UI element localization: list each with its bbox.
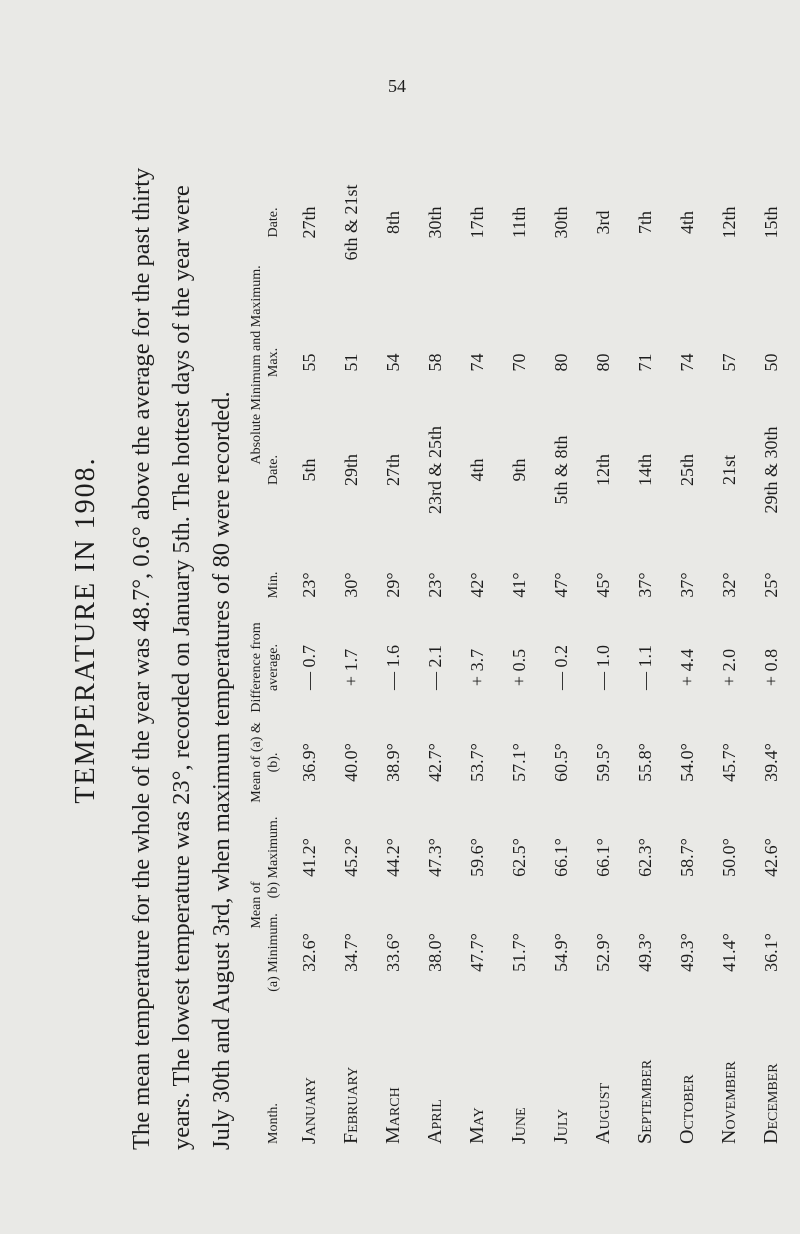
mean-maximum-cell: 45.2° [340, 838, 361, 877]
mean-minimum-cell: 32.6° [298, 933, 319, 972]
paragraph-line: years. The lowest temperature was 23°, recorded on January 5th. The hottest days of the year were [168, 185, 195, 1150]
difference-cell: — 1.1 [634, 644, 655, 690]
mean-minimum-cell: 51.7° [508, 933, 529, 972]
table-row [540, 110, 582, 1150]
absolute-max-cell: 50 [760, 353, 781, 372]
max-date-cell: 15th [760, 206, 781, 239]
page-title: TEMPERATURE IN 1908. [70, 456, 101, 804]
mean-minimum-cell: 38.0° [424, 933, 445, 972]
max-date-cell: 7th [634, 210, 655, 234]
min-date-header: Date. [266, 455, 281, 485]
mean-maximum-cell: 59.6° [466, 838, 487, 877]
difference-header: Difference from average. [249, 622, 281, 713]
abs-min-header: Min. [266, 571, 281, 599]
table-row [456, 110, 498, 1150]
month-cell: October [675, 1074, 698, 1144]
table-body [288, 110, 792, 1150]
mean-maximum-cell: 44.2° [382, 838, 403, 877]
absolute-max-cell: 80 [592, 353, 613, 372]
max-date-cell: 4th [676, 210, 697, 234]
absolute-header: Absolute Minimum and Maximum. [249, 265, 264, 465]
month-cell: March [381, 1087, 404, 1144]
min-date-cell: 21st [718, 454, 739, 485]
absolute-min-cell: 45° [592, 572, 613, 598]
mean-maximum-cell: 62.5° [508, 838, 529, 877]
mean-maximum-cell: 58.7° [676, 838, 697, 877]
max-date-cell: 17th [466, 206, 487, 239]
mean-ab-cell: 54.0° [676, 743, 697, 782]
max-date-cell: 8th [382, 210, 403, 234]
mean-maximum-cell: 41.2° [298, 838, 319, 877]
month-cell: August [591, 1082, 614, 1144]
mean-ab-cell: 39.4° [760, 743, 781, 782]
mean-maximum-cell: 50.0° [718, 838, 739, 877]
difference-cell: — 1.6 [382, 644, 403, 690]
table-row [288, 110, 330, 1150]
max-date-cell: 6th & 21st [340, 184, 361, 261]
mean-ab-cell: 42.7° [424, 743, 445, 782]
min-date-cell: 4th [466, 458, 487, 482]
page-number: 54 [388, 76, 406, 96]
mean-ab-cell: 59.5° [592, 743, 613, 782]
difference-cell: — 1.0 [592, 644, 613, 690]
min-date-cell: 29th & 30th [760, 426, 781, 514]
table-row [708, 110, 750, 1150]
table-row [498, 110, 540, 1150]
absolute-min-cell: 37° [634, 572, 655, 598]
mean-ab-cell: 57.1° [508, 743, 529, 782]
absolute-max-cell: 71 [634, 353, 655, 372]
max-date-header: Date. [266, 207, 281, 238]
mean-ab-cell: 45.7° [718, 743, 739, 782]
table-row [750, 110, 792, 1150]
absolute-min-cell: 25° [760, 572, 781, 598]
table-row [372, 110, 414, 1150]
maximum-b-header: (b) Maximum. [266, 816, 281, 899]
mean-minimum-cell: 49.3° [676, 933, 697, 972]
mean-minimum-cell: 52.9° [592, 933, 613, 972]
table-row [666, 110, 708, 1150]
mean-maximum-cell: 47.3° [424, 838, 445, 877]
month-cell: May [465, 1107, 488, 1144]
absolute-min-cell: 29° [382, 572, 403, 598]
minimum-a-header: (a) Minimum. [266, 913, 281, 992]
mean-minimum-cell: 34.7° [340, 933, 361, 972]
min-date-cell: 14th [634, 453, 655, 486]
absolute-max-cell: 58 [424, 353, 445, 372]
mean-minimum-cell: 54.9° [550, 933, 571, 972]
month-cell: April [423, 1099, 446, 1144]
mean-ab-cell: 53.7° [466, 743, 487, 782]
difference-cell: — 0.7 [298, 644, 319, 690]
max-date-cell: 11th [508, 206, 529, 239]
month-cell: November [717, 1061, 740, 1144]
absolute-max-cell: 55 [298, 353, 319, 372]
month-header: Month. [266, 1103, 281, 1144]
difference-cell: — 0.2 [550, 644, 571, 690]
month-cell: December [759, 1063, 782, 1144]
absolute-max-cell: 80 [550, 353, 571, 372]
mean-minimum-cell: 49.3° [634, 933, 655, 972]
mean-ab-cell: 38.9° [382, 743, 403, 782]
max-date-cell: 30th [550, 206, 571, 239]
absolute-max-cell: 54 [382, 353, 403, 372]
max-date-cell: 3rd [592, 210, 613, 235]
mean-maximum-cell: 66.1° [592, 838, 613, 877]
min-date-cell: 23rd & 25th [424, 425, 445, 514]
absolute-min-cell: 30° [340, 572, 361, 598]
mean-ab-cell: 60.5° [550, 743, 571, 782]
absolute-max-cell: 74 [466, 353, 487, 372]
mean-of-header: Mean of [249, 881, 264, 929]
month-cell: July [549, 1108, 572, 1144]
min-date-cell: 29th [340, 453, 361, 486]
min-date-cell: 5th [298, 458, 319, 482]
table-row [582, 110, 624, 1150]
table-row [330, 110, 372, 1150]
mean-ab-cell: 40.0° [340, 743, 361, 782]
max-date-cell: 30th [424, 206, 445, 239]
absolute-min-cell: 42° [466, 572, 487, 598]
difference-cell: + 4.4 [676, 648, 697, 687]
absolute-min-cell: 23° [298, 572, 319, 598]
absolute-min-cell: 23° [424, 572, 445, 598]
mean-maximum-cell: 66.1° [550, 838, 571, 877]
mean-ab-cell: 55.8° [634, 743, 655, 782]
mean-minimum-cell: 33.6° [382, 933, 403, 972]
mean-minimum-cell: 47.7° [466, 933, 487, 972]
temperature-table [248, 110, 792, 1150]
rotated-content [70, 110, 782, 1150]
absolute-max-cell: 57 [718, 353, 739, 372]
difference-cell: + 3.7 [466, 648, 487, 687]
paragraph-line: July 30th and August 3rd, when maximum temperatures of 80 were recorded. [208, 391, 235, 1150]
intro-paragraph [122, 110, 242, 1150]
month-cell: January [297, 1077, 320, 1144]
difference-cell: + 2.0 [718, 648, 739, 687]
difference-cell: + 0.5 [508, 648, 529, 687]
min-date-cell: 25th [676, 453, 697, 486]
min-date-cell: 5th & 8th [550, 435, 571, 505]
month-cell: September [633, 1059, 656, 1144]
mean-minimum-cell: 36.1° [760, 933, 781, 972]
min-date-cell: 9th [508, 458, 529, 482]
mean-minimum-cell: 41.4° [718, 933, 739, 972]
difference-cell: + 1.7 [340, 648, 361, 687]
max-date-cell: 27th [298, 206, 319, 239]
absolute-min-cell: 47° [550, 572, 571, 598]
mean-ab-cell: 36.9° [298, 743, 319, 782]
mean-ab-header: Mean of (a) & (b). [249, 722, 281, 803]
absolute-max-cell: 74 [676, 353, 697, 372]
mean-maximum-cell: 62.3° [634, 838, 655, 877]
absolute-min-cell: 37° [676, 572, 697, 598]
table-row [624, 110, 666, 1150]
max-date-cell: 12th [718, 206, 739, 239]
absolute-max-cell: 70 [508, 353, 529, 372]
abs-max-header: Max. [266, 347, 281, 378]
mean-maximum-cell: 42.6° [760, 838, 781, 877]
absolute-min-cell: 32° [718, 572, 739, 598]
table-row [414, 110, 456, 1150]
difference-cell: — 2.1 [424, 644, 445, 690]
month-cell: June [507, 1107, 530, 1144]
min-date-cell: 12th [592, 453, 613, 486]
paragraph-line: The mean temperature for the whole of the year was 48.7°, 0.6° above the average for the past thirty [128, 167, 155, 1150]
min-date-cell: 27th [382, 453, 403, 486]
difference-cell: + 0.8 [760, 648, 781, 687]
month-cell: February [339, 1066, 362, 1144]
absolute-max-cell: 51 [340, 353, 361, 372]
absolute-min-cell: 41° [508, 572, 529, 598]
